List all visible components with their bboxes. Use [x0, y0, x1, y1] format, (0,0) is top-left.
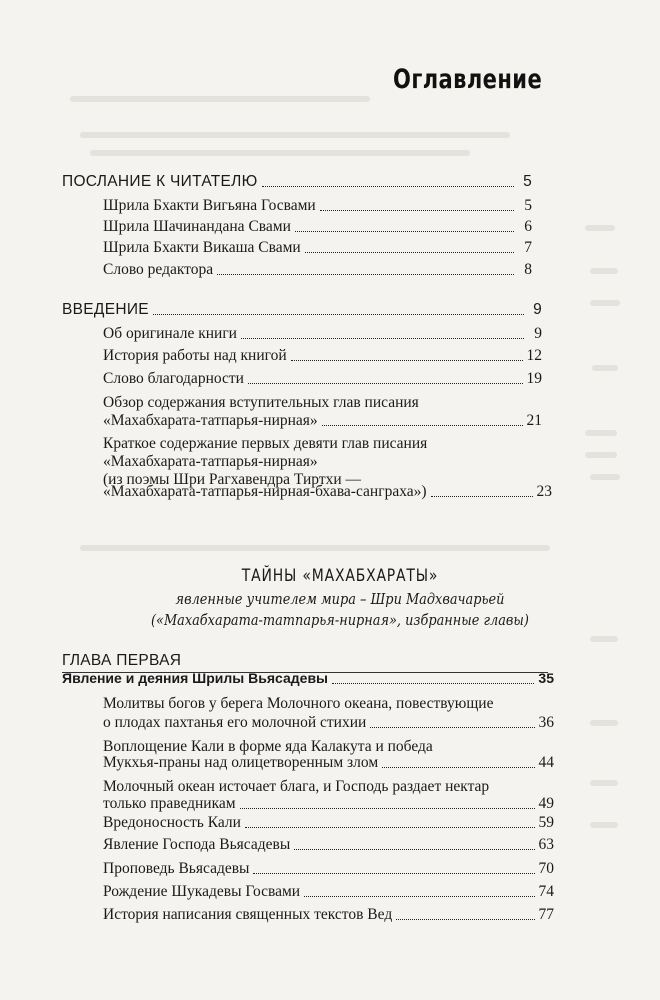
toc-entry[interactable] [103, 345, 542, 366]
toc-entry-line: Молочный океан источает блага, и Господь раздает нектар [103, 778, 490, 795]
toc-entry[interactable] [103, 834, 554, 855]
toc-entry[interactable] [103, 881, 554, 902]
dot-leader [240, 808, 535, 809]
toc-entry[interactable] [103, 904, 554, 925]
entry-label: Шрила Бхакти Вигьяна Госвами [103, 197, 316, 214]
toc-entry[interactable] [103, 410, 542, 431]
toc-entry[interactable] [103, 793, 554, 814]
entry-label: Слово редактора [103, 261, 214, 278]
toc-entry[interactable] [103, 752, 554, 773]
entry-label: Шрила Шачинандана Свами [103, 218, 291, 235]
dot-leader [253, 873, 534, 874]
page-title: Оглавление [392, 64, 542, 95]
dot-leader [295, 231, 514, 232]
entry-label: История написания священных текстов Вед [103, 906, 393, 923]
page-number: 63 [538, 836, 554, 853]
dot-leader [332, 683, 534, 684]
entry-label: Явление и деяния Шрилы Вьясадевы [62, 670, 329, 686]
toc-entry-line: Воплощение Кали в форме яда Калакута и победа [103, 738, 433, 755]
toc-entry[interactable] [103, 858, 554, 879]
page-number: 23 [536, 483, 552, 500]
dot-leader [382, 767, 534, 768]
part-subtitle: явленные учителем мира – Шри Мадхвачарьей [175, 590, 505, 608]
dot-leader [248, 383, 523, 384]
toc-entry[interactable] [103, 712, 554, 733]
toc-entry[interactable] [103, 216, 532, 237]
page-number: 77 [538, 906, 554, 923]
toc-entry[interactable] [103, 323, 542, 344]
toc-entry[interactable] [103, 481, 552, 502]
page-number: 8 [524, 261, 532, 278]
dot-leader [396, 919, 534, 920]
dot-leader [431, 496, 533, 497]
toc-entry-line: «Махабхарата-татпарья-нирная» [103, 453, 318, 470]
chapter-heading: ГЛАВА ПЕРВАЯ [62, 652, 182, 669]
toc-entry-line: Молитвы богов у берега Молочного океана, повествующие [103, 695, 494, 712]
page-number: 36 [538, 714, 554, 731]
page-number: 9 [533, 301, 542, 318]
entry-label: Явление Господа Вьясадевы [103, 836, 291, 853]
dot-leader [241, 338, 524, 339]
page-number: 21 [526, 412, 542, 429]
toc-entry[interactable] [103, 812, 554, 833]
entry-label: «Махабхарата-татпарья-нирная» [103, 412, 318, 429]
entry-label: Слово благодарности [103, 370, 244, 387]
dot-leader [305, 252, 514, 253]
entry-label: «Махабхарата-татпарья-нирная-бхава-санграха») [103, 483, 427, 500]
dot-leader [320, 210, 514, 211]
toc-entry[interactable] [103, 195, 532, 216]
page-number: 49 [538, 795, 554, 812]
entry-label: Рождение Шукадевы Госвами [103, 883, 301, 900]
page-number: 5 [523, 173, 532, 190]
dot-leader [217, 274, 514, 275]
dot-leader [245, 827, 535, 828]
page-number: 70 [538, 860, 554, 877]
part-subtitle: («Махабхарата-татпарья-нирная», избранные главы) [151, 611, 529, 629]
section-heading: ВВЕДЕНИЕ [62, 301, 149, 318]
toc-section-intro[interactable] [62, 299, 542, 320]
toc-entry-line: Обзор содержания вступительных глав писания [103, 394, 419, 411]
toc-entry-line: Краткое содержание первых девяти глав писания [103, 435, 428, 452]
entry-label: Вредоносность Кали [103, 814, 241, 831]
entry-label: Мукхья-праны над олицетворенным злом [103, 754, 379, 771]
dot-leader [322, 425, 523, 426]
dot-leader [294, 849, 534, 850]
page-number: 74 [538, 883, 554, 900]
dot-leader [304, 896, 534, 897]
toc-entry[interactable] [103, 259, 532, 280]
page-number: 7 [524, 239, 532, 256]
page-number: 35 [538, 670, 554, 686]
page-number: 6 [524, 218, 532, 235]
part-title: ТАЙНЫ «МАХАБХАРАТЫ» [241, 566, 439, 586]
page-number: 19 [526, 370, 542, 387]
toc-chapter-main[interactable] [62, 668, 554, 689]
dot-leader [370, 727, 534, 728]
entry-label: Об оригинале книги [103, 325, 237, 342]
entry-label: История работы над книгой [103, 347, 287, 364]
page-number: 5 [524, 197, 532, 214]
entry-label: Шрила Бхакти Викаша Свами [103, 239, 301, 256]
page-number: 12 [526, 347, 542, 364]
toc-section-reader[interactable] [62, 171, 532, 192]
dot-leader [291, 360, 523, 361]
entry-label: о плодах пахтанья его молочной стихии [103, 714, 367, 731]
dot-leader [153, 314, 524, 315]
dot-leader [262, 186, 514, 187]
toc-entry[interactable] [103, 237, 532, 258]
toc-entry-line: (из поэмы Шри Рагхавендра Тиртхи — [103, 471, 362, 488]
section-heading: ПОСЛАНИЕ К ЧИТАТЕЛЮ [62, 173, 258, 190]
entry-label: только праведникам [103, 795, 236, 812]
toc-entry[interactable] [103, 368, 542, 389]
page-number: 44 [538, 754, 554, 771]
page-number: 9 [534, 325, 542, 342]
entry-label: Проповедь Вьясадевы [103, 860, 250, 877]
page-number: 59 [538, 814, 554, 831]
